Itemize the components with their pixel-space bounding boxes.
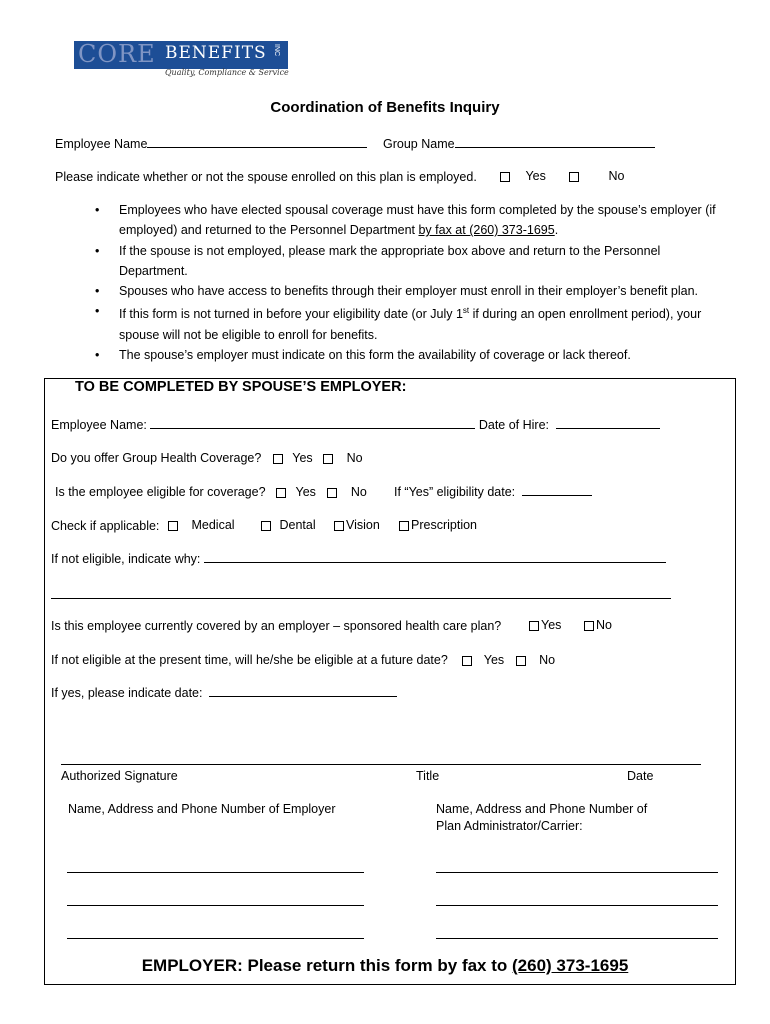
spouse-employed-no xyxy=(569,169,624,183)
footer-text: EMPLOYER: Please return this form by fax to xyxy=(141,956,513,975)
coverage-option-prescription xyxy=(399,518,477,532)
indicate-date-label: If yes, please indicate date: xyxy=(51,686,203,700)
logo-tagline: Quality, Compliance & Service xyxy=(165,68,289,77)
fax-link: by fax at (260) 373-1695 xyxy=(418,223,555,238)
date-label: Date xyxy=(627,769,654,783)
employee-name-row xyxy=(55,137,367,151)
administrator-info-label-2: Plan Administrator/Carrier: xyxy=(436,819,583,833)
vision-checkbox[interactable] xyxy=(334,521,344,531)
future-eligible-row xyxy=(51,653,555,667)
employee-name-label: Employee Name xyxy=(55,137,148,151)
eligibility-date-row xyxy=(394,485,592,499)
administrator-info-line-2[interactable] xyxy=(436,905,718,906)
prescription-label: Prescription xyxy=(411,518,477,532)
currently-covered-yes-checkbox[interactable] xyxy=(529,621,539,631)
eligibility-date-field[interactable] xyxy=(522,494,592,496)
spouse-employed-no-checkbox[interactable] xyxy=(569,172,579,182)
instruction-item: • The spouse’s employer must indicate on this form the availability of coverage or lack thereof. xyxy=(95,345,720,365)
spouse-employed-yes-label: Yes xyxy=(525,169,546,183)
footer-instruction xyxy=(0,956,770,976)
group-health-no-checkbox[interactable] xyxy=(323,454,333,464)
group-health-question: Do you offer Group Health Coverage? xyxy=(51,451,262,465)
currently-covered-question: Is this employee currently covered by an employer – sponsored health care plan? xyxy=(51,619,502,633)
administrator-info-line-1[interactable] xyxy=(436,872,718,873)
dental-label: Dental xyxy=(279,518,316,532)
future-eligible-yes-checkbox[interactable] xyxy=(462,656,472,666)
not-eligible-row xyxy=(51,552,666,566)
group-name-field[interactable] xyxy=(455,146,655,148)
check-applicable-label: Check if applicable: xyxy=(51,519,160,533)
coverage-option-medical xyxy=(168,518,235,532)
future-eligible-yes-label: Yes xyxy=(483,653,505,667)
employer-info-line-2[interactable] xyxy=(67,905,364,906)
group-name-row xyxy=(383,137,655,151)
signature-line[interactable] xyxy=(61,764,701,765)
spouse-employed-no-label: No xyxy=(608,169,625,183)
future-eligible-question: If not eligible at the present time, will he/she be eligible at a future date? xyxy=(51,653,448,667)
eligible-question: Is the employee eligible for coverage? xyxy=(55,485,266,499)
indicate-date-field[interactable] xyxy=(209,695,397,697)
eligible-no-label: No xyxy=(350,485,367,499)
instruction-item: • Spouses who have access to benefits through their employer must enroll in their employer’s benefit plan. xyxy=(95,281,720,301)
prescription-checkbox[interactable] xyxy=(399,521,409,531)
logo-inc-text: INC xyxy=(273,44,280,57)
future-eligible-no-label: No xyxy=(539,653,556,667)
dental-checkbox[interactable] xyxy=(261,521,271,531)
currently-covered-yes xyxy=(529,618,561,632)
instructions-list xyxy=(95,200,720,366)
authorized-signature-label: Authorized Signature xyxy=(61,769,178,783)
group-health-yes-checkbox[interactable] xyxy=(273,454,283,464)
date-of-hire-label: Date of Hire: xyxy=(478,418,550,432)
instruction-item: • If this form is not turned in before your eligibility date (or July 1st if during an open enrollment period), your spouse will not be eligible to enroll for benefits. xyxy=(95,301,720,345)
spouse-employed-yes xyxy=(500,169,546,183)
indicate-date-row xyxy=(51,686,397,700)
title-label: Title xyxy=(416,769,440,783)
instruction-item: • Employees who have elected spousal coverage must have this form completed by the spouse’s employer (if employed) and returned to the Personnel Department by fax at (260) 373-1695. xyxy=(95,200,720,241)
administrator-info-line-3[interactable] xyxy=(436,938,718,939)
footer-fax-number: (260) 373-1695 xyxy=(512,956,629,975)
not-eligible-label: If not eligible, indicate why: xyxy=(51,552,201,566)
vision-label: Vision xyxy=(346,518,380,532)
currently-covered-yes-label: Yes xyxy=(541,618,562,632)
instruction-item: • If the spouse is not employed, please mark the appropriate box above and return to the Personnel Department. xyxy=(95,241,720,282)
currently-covered-no-label: No xyxy=(596,618,612,632)
eligible-row xyxy=(55,485,367,499)
not-eligible-field-line-2[interactable] xyxy=(51,598,671,599)
medical-label: Medical xyxy=(191,518,235,532)
eligibility-date-label: If “Yes” eligibility date: xyxy=(394,485,516,499)
group-name-label: Group Name xyxy=(383,137,455,151)
medical-checkbox[interactable] xyxy=(168,521,178,531)
eligible-yes-label: Yes xyxy=(295,485,316,499)
se-employee-name-label: Employee Name: xyxy=(51,418,147,432)
se-employee-name-row xyxy=(51,418,660,432)
se-employee-name-field[interactable] xyxy=(150,427,475,429)
currently-covered-no-checkbox[interactable] xyxy=(584,621,594,631)
group-health-yes-label: Yes xyxy=(292,451,313,465)
employee-name-field[interactable] xyxy=(147,146,367,148)
future-eligible-no-checkbox[interactable] xyxy=(516,656,526,666)
spouse-employed-question: Please indicate whether or not the spouse enrolled on this plan is employed. xyxy=(55,170,477,184)
date-of-hire-field[interactable] xyxy=(556,427,660,429)
logo-core-text: CORE xyxy=(78,40,156,68)
section-title: TO BE COMPLETED BY SPOUSE’S EMPLOYER: xyxy=(75,379,407,395)
logo-benefits-text: BENEFITS xyxy=(165,43,267,63)
group-health-row xyxy=(51,451,363,465)
employer-info-label: Name, Address and Phone Number of Employer xyxy=(68,802,336,816)
form-title: Coordination of Benefits Inquiry xyxy=(270,99,500,116)
not-eligible-field[interactable] xyxy=(204,561,666,563)
spouse-employer-section xyxy=(44,378,736,985)
eligible-yes-checkbox[interactable] xyxy=(276,488,286,498)
group-health-no-label: No xyxy=(346,451,363,465)
administrator-info-label-1: Name, Address and Phone Number of xyxy=(436,802,648,816)
eligible-no-checkbox[interactable] xyxy=(327,488,337,498)
coverage-option-vision xyxy=(334,518,380,532)
currently-covered-no xyxy=(584,618,612,632)
employer-info-line-1[interactable] xyxy=(67,872,364,873)
employer-info-line-3[interactable] xyxy=(67,938,364,939)
spouse-employed-yes-checkbox[interactable] xyxy=(500,172,510,182)
coverage-option-dental xyxy=(261,518,316,532)
